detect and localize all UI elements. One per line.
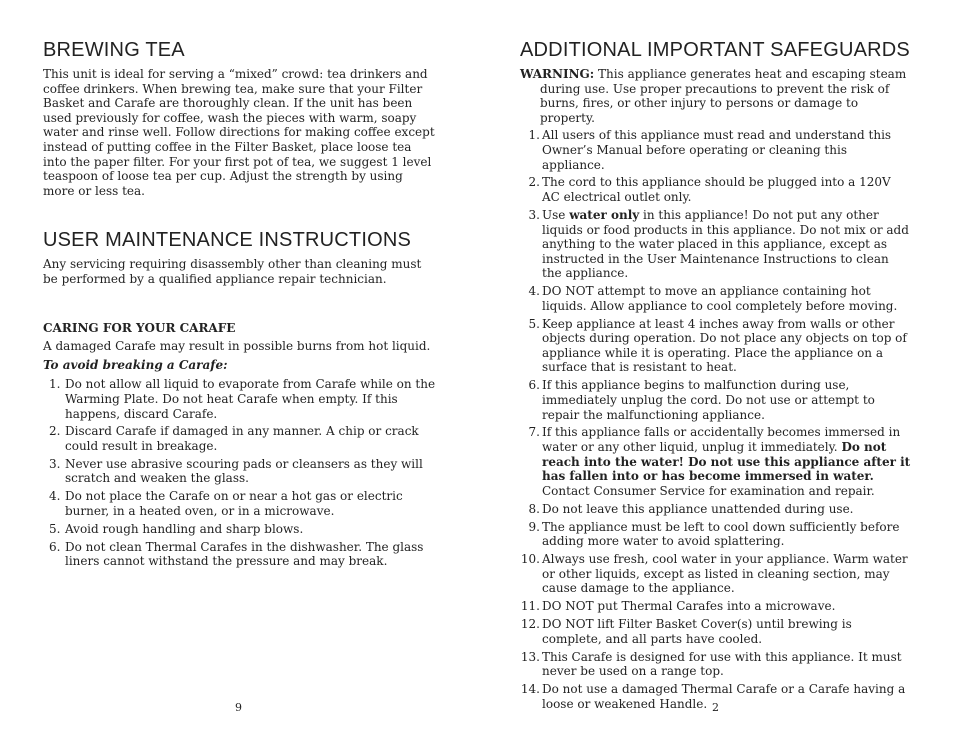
warning-paragraph bbox=[520, 67, 912, 125]
item-text: Never use abrasive scouring pads or cleansers as they will scratch and weaken the glass. bbox=[65, 456, 423, 486]
item-number: 4. bbox=[528, 284, 540, 299]
item-text: All users of this appliance must read and understand this Owner’s Manual before operating or cleaning this appliance. bbox=[542, 128, 892, 172]
item-number: 1. bbox=[49, 377, 61, 392]
item-number: 10. bbox=[520, 552, 540, 567]
item-text: Do not allow all liquid to evaporate from Carafe while on the Warming Plate. Do not heat Carafe when empty. If this happens, discard Carafe. bbox=[65, 377, 436, 421]
list-item bbox=[43, 424, 438, 453]
item-text: DO NOT put Thermal Carafes into a microwave. bbox=[542, 599, 836, 614]
list-item bbox=[43, 457, 438, 486]
avoid-breaking-subheading: To avoid breaking a Carafe: bbox=[43, 357, 228, 372]
item-text: DO NOT lift Filter Basket Cover(s) until brewing is complete, and all parts have cooled. bbox=[542, 617, 852, 646]
item-text: DO NOT attempt to move an appliance containing hot liquids. Allow appliance to cool completely before moving. bbox=[542, 284, 898, 313]
item-text: Use bbox=[542, 207, 570, 222]
list-item bbox=[43, 540, 438, 569]
list-item bbox=[520, 650, 912, 679]
item-number: 12. bbox=[520, 617, 540, 632]
item-number: 3. bbox=[49, 456, 61, 471]
item-number: 7. bbox=[528, 425, 540, 440]
item-number: 9. bbox=[528, 519, 540, 534]
maintenance-body: Any servicing requiring disassembly other than cleaning must be performed by a qualified appliance repair technician. bbox=[43, 257, 422, 286]
list-item bbox=[520, 378, 912, 422]
list-item bbox=[520, 128, 912, 172]
list-item bbox=[43, 522, 438, 537]
list-item bbox=[520, 175, 912, 204]
item-number: 6. bbox=[528, 378, 540, 393]
item-text-end: Contact Consumer Service for examination and repair. bbox=[542, 483, 875, 498]
caring-carafe-heading: CARING FOR YOUR CARAFE bbox=[43, 320, 236, 335]
brewing-tea-heading: BREWING TEA bbox=[43, 39, 185, 61]
left-page bbox=[43, 38, 438, 572]
item-number: 6. bbox=[49, 539, 61, 554]
item-text-end: in this appliance! Do not put any other liquids or food products in this appliance. Do not mix or add anything to the water placed in this appliance, except as instructed in the User Maintenance Instructions to clean the appliance. bbox=[542, 207, 909, 281]
item-bold-text: Do not reach into the water! Do not use this appliance after it has fallen into or has become immersed in water. bbox=[542, 440, 911, 484]
item-number: 4. bbox=[49, 489, 61, 504]
item-number: 3. bbox=[528, 207, 540, 222]
item-text: Discard Carafe if damaged in any manner. A chip or crack could result in breakage. bbox=[65, 424, 419, 453]
item-number: 1. bbox=[528, 128, 540, 143]
item-text: If this appliance falls or accidentally becomes immersed in water or any other liquid, unplug it immediately. bbox=[542, 425, 901, 455]
item-number: 11. bbox=[520, 599, 540, 614]
list-item bbox=[43, 489, 438, 518]
item-number: 5. bbox=[528, 316, 540, 331]
caring-carafe-intro: A damaged Carafe may result in possible burns from hot liquid. bbox=[43, 339, 431, 354]
list-item bbox=[520, 552, 912, 596]
brewing-tea-body: This unit is ideal for serving a “mixed” crowd: tea drinkers and coffee drinkers. When brewing tea, make sure that your Filter Basket and Carafe are thoroughly clean. If the unit has been used previously for coffee, wash the pieces with warm, soapy water and rinse well. Follow directions for making coffee except instead of putting coffee in the Filter Basket, place loose tea into the paper filter. For your first pot of tea, we suggest 1 level teaspoon of loose tea per cup. Adjust the strength by using more or less tea. bbox=[43, 67, 435, 198]
item-number: 5. bbox=[49, 521, 61, 536]
left-page-number: 9 bbox=[235, 701, 242, 714]
list-item bbox=[520, 617, 912, 646]
item-text: If this appliance begins to malfunction during use, immediately unplug the cord. Do not use or attempt to repair the malfunctioning appliance. bbox=[542, 378, 875, 422]
item-number: 13. bbox=[520, 649, 540, 664]
maintenance-heading: USER MAINTENANCE INSTRUCTIONS bbox=[43, 229, 412, 252]
list-item bbox=[520, 317, 912, 375]
item-text: The appliance must be left to cool down sufficiently before adding more water to avoid splattering. bbox=[542, 519, 900, 549]
item-text: Avoid rough handling and sharp blows. bbox=[65, 521, 304, 536]
item-number: 2. bbox=[49, 424, 61, 439]
item-number: 8. bbox=[528, 501, 540, 516]
list-item bbox=[520, 284, 912, 313]
item-text: This Carafe is designed for use with this appliance. It must never be used on a range top. bbox=[542, 649, 902, 679]
item-text: Always use fresh, cool water in your appliance. Warm water or other liquids, except as listed in cleaning section, may cause damage to the appliance. bbox=[542, 552, 908, 596]
list-item bbox=[520, 425, 912, 498]
list-item bbox=[520, 208, 912, 281]
item-text: Do not clean Thermal Carafes in the dishwasher. The glass liners cannot withstand the pressure and may break. bbox=[65, 539, 424, 569]
warning-text: This appliance generates heat and escaping steam during use. Use proper precautions to prevent the risk of burns, fires, or other injury to persons or damage to property. bbox=[540, 67, 907, 125]
item-text: The cord to this appliance should be plugged into a 120V AC electrical outlet only. bbox=[542, 175, 891, 205]
item-text: Do not leave this appliance unattended during use. bbox=[542, 501, 854, 516]
item-text: Do not use a damaged Thermal Carafe or a Carafe having a loose or weakened Handle. bbox=[542, 682, 906, 711]
list-item bbox=[520, 502, 912, 517]
warning-label: WARNING: bbox=[520, 67, 595, 81]
right-page-number: 2 bbox=[712, 701, 719, 714]
list-item bbox=[520, 520, 912, 549]
carafe-list bbox=[43, 377, 438, 569]
item-number: 2. bbox=[528, 175, 540, 190]
safeguards-list bbox=[520, 128, 912, 711]
item-text: Keep appliance at least 4 inches away from walls or other objects during operation. Do not place any objects on top of appliance while it is operating. Place the appliance on a surface that is resistant to heat. bbox=[542, 316, 907, 375]
item-text: Do not place the Carafe on or near a hot gas or electric burner, in a heated oven, or in a microwave. bbox=[65, 489, 403, 518]
list-item bbox=[520, 599, 912, 614]
right-page bbox=[520, 38, 912, 715]
item-number: 14. bbox=[520, 682, 540, 697]
safeguards-heading: ADDITIONAL IMPORTANT SAFEGUARDS bbox=[520, 39, 910, 61]
item-bold-text: water only bbox=[569, 207, 640, 222]
list-item bbox=[43, 377, 438, 421]
